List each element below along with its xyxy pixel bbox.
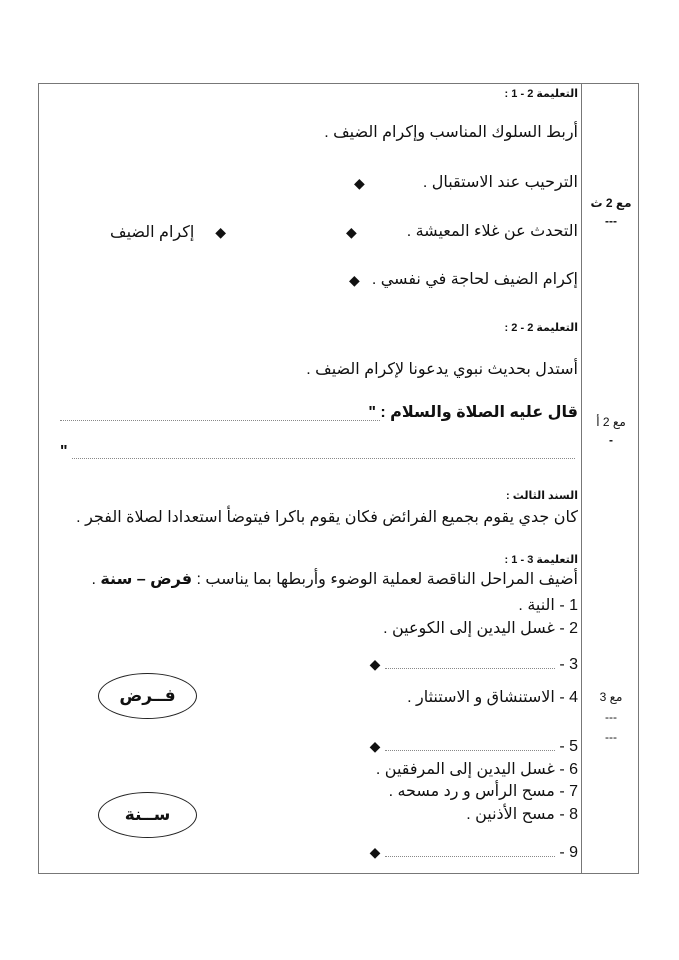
prompt-choices: فرض – سنة bbox=[100, 571, 193, 588]
column-divider bbox=[581, 83, 582, 874]
task-2-1-title: التعليمة 2 - 1 : bbox=[504, 88, 578, 100]
step-8: 8 - مسح الأذنين . bbox=[466, 806, 578, 823]
criterion-1-marks: --- bbox=[605, 214, 617, 228]
diamond-bullet-icon: ◆ bbox=[354, 175, 365, 191]
diamond-bullet-icon: ◆ bbox=[369, 656, 381, 672]
step-9 bbox=[370, 842, 578, 863]
oval-sunna: ســنة bbox=[98, 792, 197, 838]
step-number: 3 - bbox=[554, 656, 578, 673]
prompt-end: . bbox=[91, 571, 101, 588]
diamond-bullet-icon: ◆ bbox=[369, 738, 381, 754]
task-3-1-prompt bbox=[91, 570, 578, 590]
step-7: 7 - مسح الرأس و رد مسحه . bbox=[388, 783, 578, 800]
step-3 bbox=[370, 654, 578, 675]
criterion-3-marks: --- bbox=[605, 730, 617, 744]
hadith-intro: قال عليه الصلاة والسلام : " bbox=[368, 404, 578, 421]
answer-line[interactable] bbox=[385, 844, 555, 857]
step-6: 6 - غسل اليدين إلى المرفقين . bbox=[375, 761, 578, 778]
diamond-bullet-icon: ◆ bbox=[215, 224, 226, 240]
close-quote: " bbox=[60, 443, 68, 460]
diamond-bullet-icon: ◆ bbox=[346, 224, 357, 240]
answer-line[interactable] bbox=[385, 656, 555, 669]
answer-line[interactable] bbox=[385, 738, 555, 751]
step-5 bbox=[370, 736, 578, 757]
target-label: إكرام الضيف bbox=[110, 224, 195, 241]
prompt-text: أضيف المراحل الناقصة لعملية الوضوء وأربطها بما يناسب : bbox=[192, 571, 578, 588]
step-number: 5 - bbox=[554, 738, 578, 755]
step-2: 2 - غسل اليدين إلى الكوعين . bbox=[383, 620, 578, 637]
step-number: 9 - bbox=[554, 844, 578, 861]
document-3-text: كان جدي يقوم بجميع الفرائض فكان يقوم باكرا فيتوضأ استعدادا لصلاة الفجر . bbox=[76, 509, 578, 526]
step-1: 1 - النية . bbox=[518, 597, 578, 614]
option-2: التحدث عن غلاء المعيشة . bbox=[406, 223, 578, 240]
answer-line[interactable] bbox=[72, 446, 575, 459]
task-2-2-title: التعليمة 2 - 2 : bbox=[504, 322, 578, 334]
oval-fard: فــرض bbox=[98, 673, 197, 719]
option-3: إكرام الضيف لحاجة في نفسي . bbox=[371, 271, 578, 288]
criterion-3-marks: --- bbox=[605, 710, 617, 724]
task-2-2-prompt: أستدل بحديث نبوي يدعونا لإكرام الضيف . bbox=[306, 361, 578, 378]
criterion-2: مع 2 أ bbox=[596, 415, 626, 429]
criterion-2-marks: - bbox=[609, 433, 613, 447]
diamond-bullet-icon: ◆ bbox=[349, 272, 360, 288]
document-3-title: السند الثالث : bbox=[505, 490, 578, 502]
step-4: 4 - الاستنشاق و الاستنثار . bbox=[407, 689, 578, 706]
criterion-1: مع 2 ث bbox=[590, 196, 632, 210]
target-item bbox=[110, 222, 226, 243]
answer-line[interactable] bbox=[60, 408, 380, 421]
task-3-1-title: التعليمة 3 - 1 : bbox=[504, 554, 578, 566]
option-1: الترحيب عند الاستقبال . bbox=[422, 174, 578, 191]
task-2-1-prompt: أربط السلوك المناسب وإكرام الضيف . bbox=[324, 124, 578, 141]
criterion-3: مع 3 bbox=[599, 690, 623, 704]
diamond-bullet-icon: ◆ bbox=[369, 844, 381, 860]
